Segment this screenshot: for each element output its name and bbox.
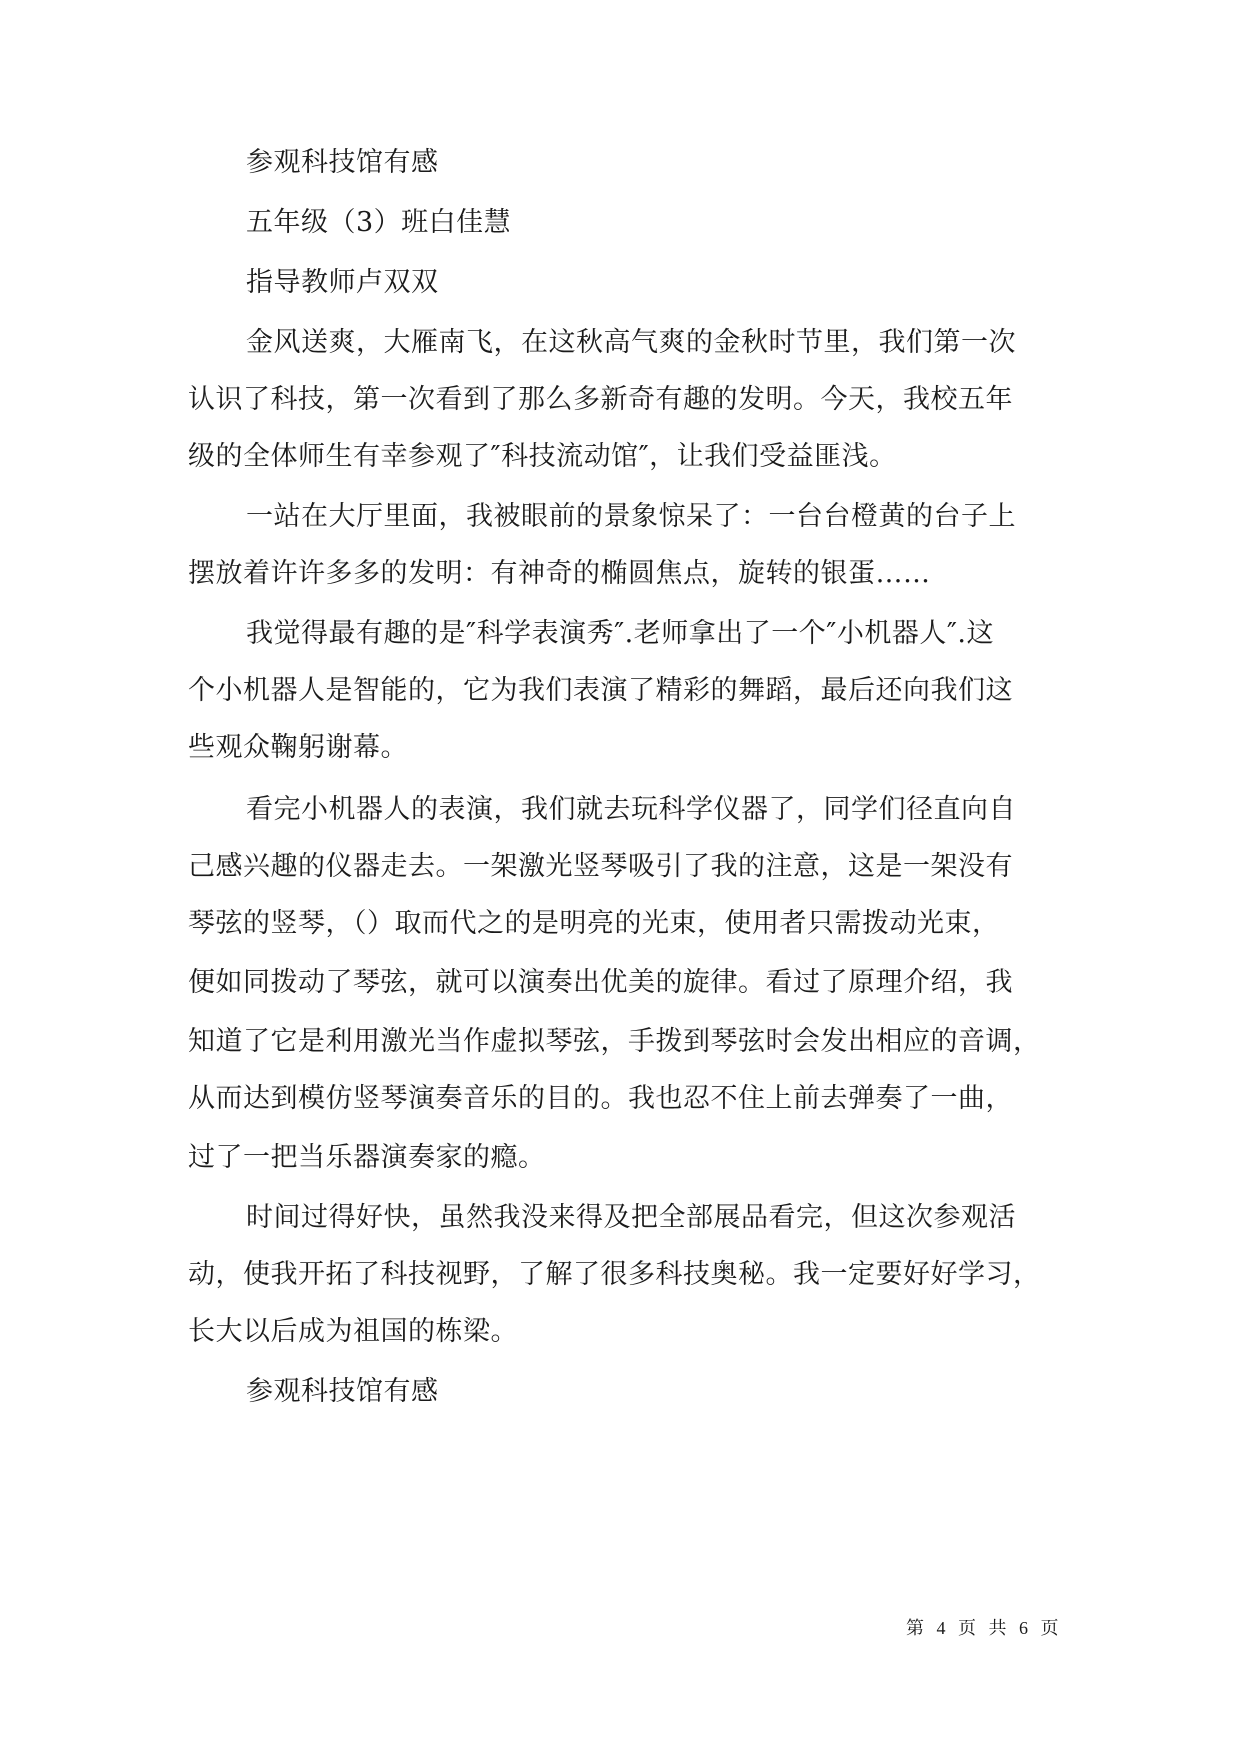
paragraph-line: 从而达到模仿竖琴演奏音乐的目的。我也忍不住上前去弹奏了一曲， [188, 1083, 1013, 1114]
paragraph-line: 时间过得好快，虽然我没来得及把全部展品看完，但这次参观活 [246, 1202, 1016, 1233]
document-title: 参观科技馆有感 [246, 147, 439, 178]
paragraph-line: 个小机器人是智能的，它为我们表演了精彩的舞蹈，最后还向我们这 [188, 675, 1013, 706]
paragraph-line: 一站在大厅里面，我被眼前的景象惊呆了：一台台橙黄的台子上 [246, 501, 1016, 532]
paragraph-line: 便如同拨动了琴弦，就可以演奏出优美的旋律。看过了原理介绍，我 [188, 967, 1013, 998]
paragraph-line: 动，使我开拓了科技视野，了解了很多科技奥秘。我一定要好好学习， [188, 1259, 1041, 1290]
page-number-footer: 第 4 页 共 6 页 [906, 1618, 1063, 1638]
paragraph-line: 我觉得最有趣的是″科学表演秀″.老师拿出了一个″小机器人″.这 [246, 618, 995, 649]
paragraph-line: 长大以后成为祖国的栋梁。 [188, 1316, 518, 1347]
paragraph-line: 过了一把当乐器演奏家的瘾。 [188, 1142, 546, 1173]
paragraph-line: 知道了它是利用激光当作虚拟琴弦，手拨到琴弦时会发出相应的音调， [188, 1026, 1041, 1057]
closing-title: 参观科技馆有感 [246, 1376, 439, 1407]
paragraph-line: 看完小机器人的表演，我们就去玩科学仪器了，同学们径直向自 [246, 794, 1016, 825]
paragraph-line: 己感兴趣的仪器走去。一架激光竖琴吸引了我的注意，这是一架没有 [188, 851, 1013, 882]
paragraph-line: 级的全体师生有幸参观了″科技流动馆″，让我们受益匪浅。 [188, 441, 897, 472]
paragraph-line: 金风送爽，大雁南飞，在这秋高气爽的金秋时节里，我们第一次 [246, 327, 1016, 358]
author-line: 五年级（3）班白佳慧 [246, 207, 512, 238]
teacher-line: 指导教师卢双双 [246, 267, 439, 298]
paragraph-line: 些观众鞠躬谢幕。 [188, 732, 408, 763]
paragraph-line: 认识了科技，第一次看到了那么多新奇有趣的发明。今天，我校五年 [188, 384, 1013, 415]
paragraph-line: 琴弦的竖琴，（）取而代之的是明亮的光束，使用者只需拨动光束， [188, 908, 1000, 939]
paragraph-line: 摆放着许许多多的发明：有神奇的椭圆焦点，旋转的银蛋…… [188, 558, 931, 589]
